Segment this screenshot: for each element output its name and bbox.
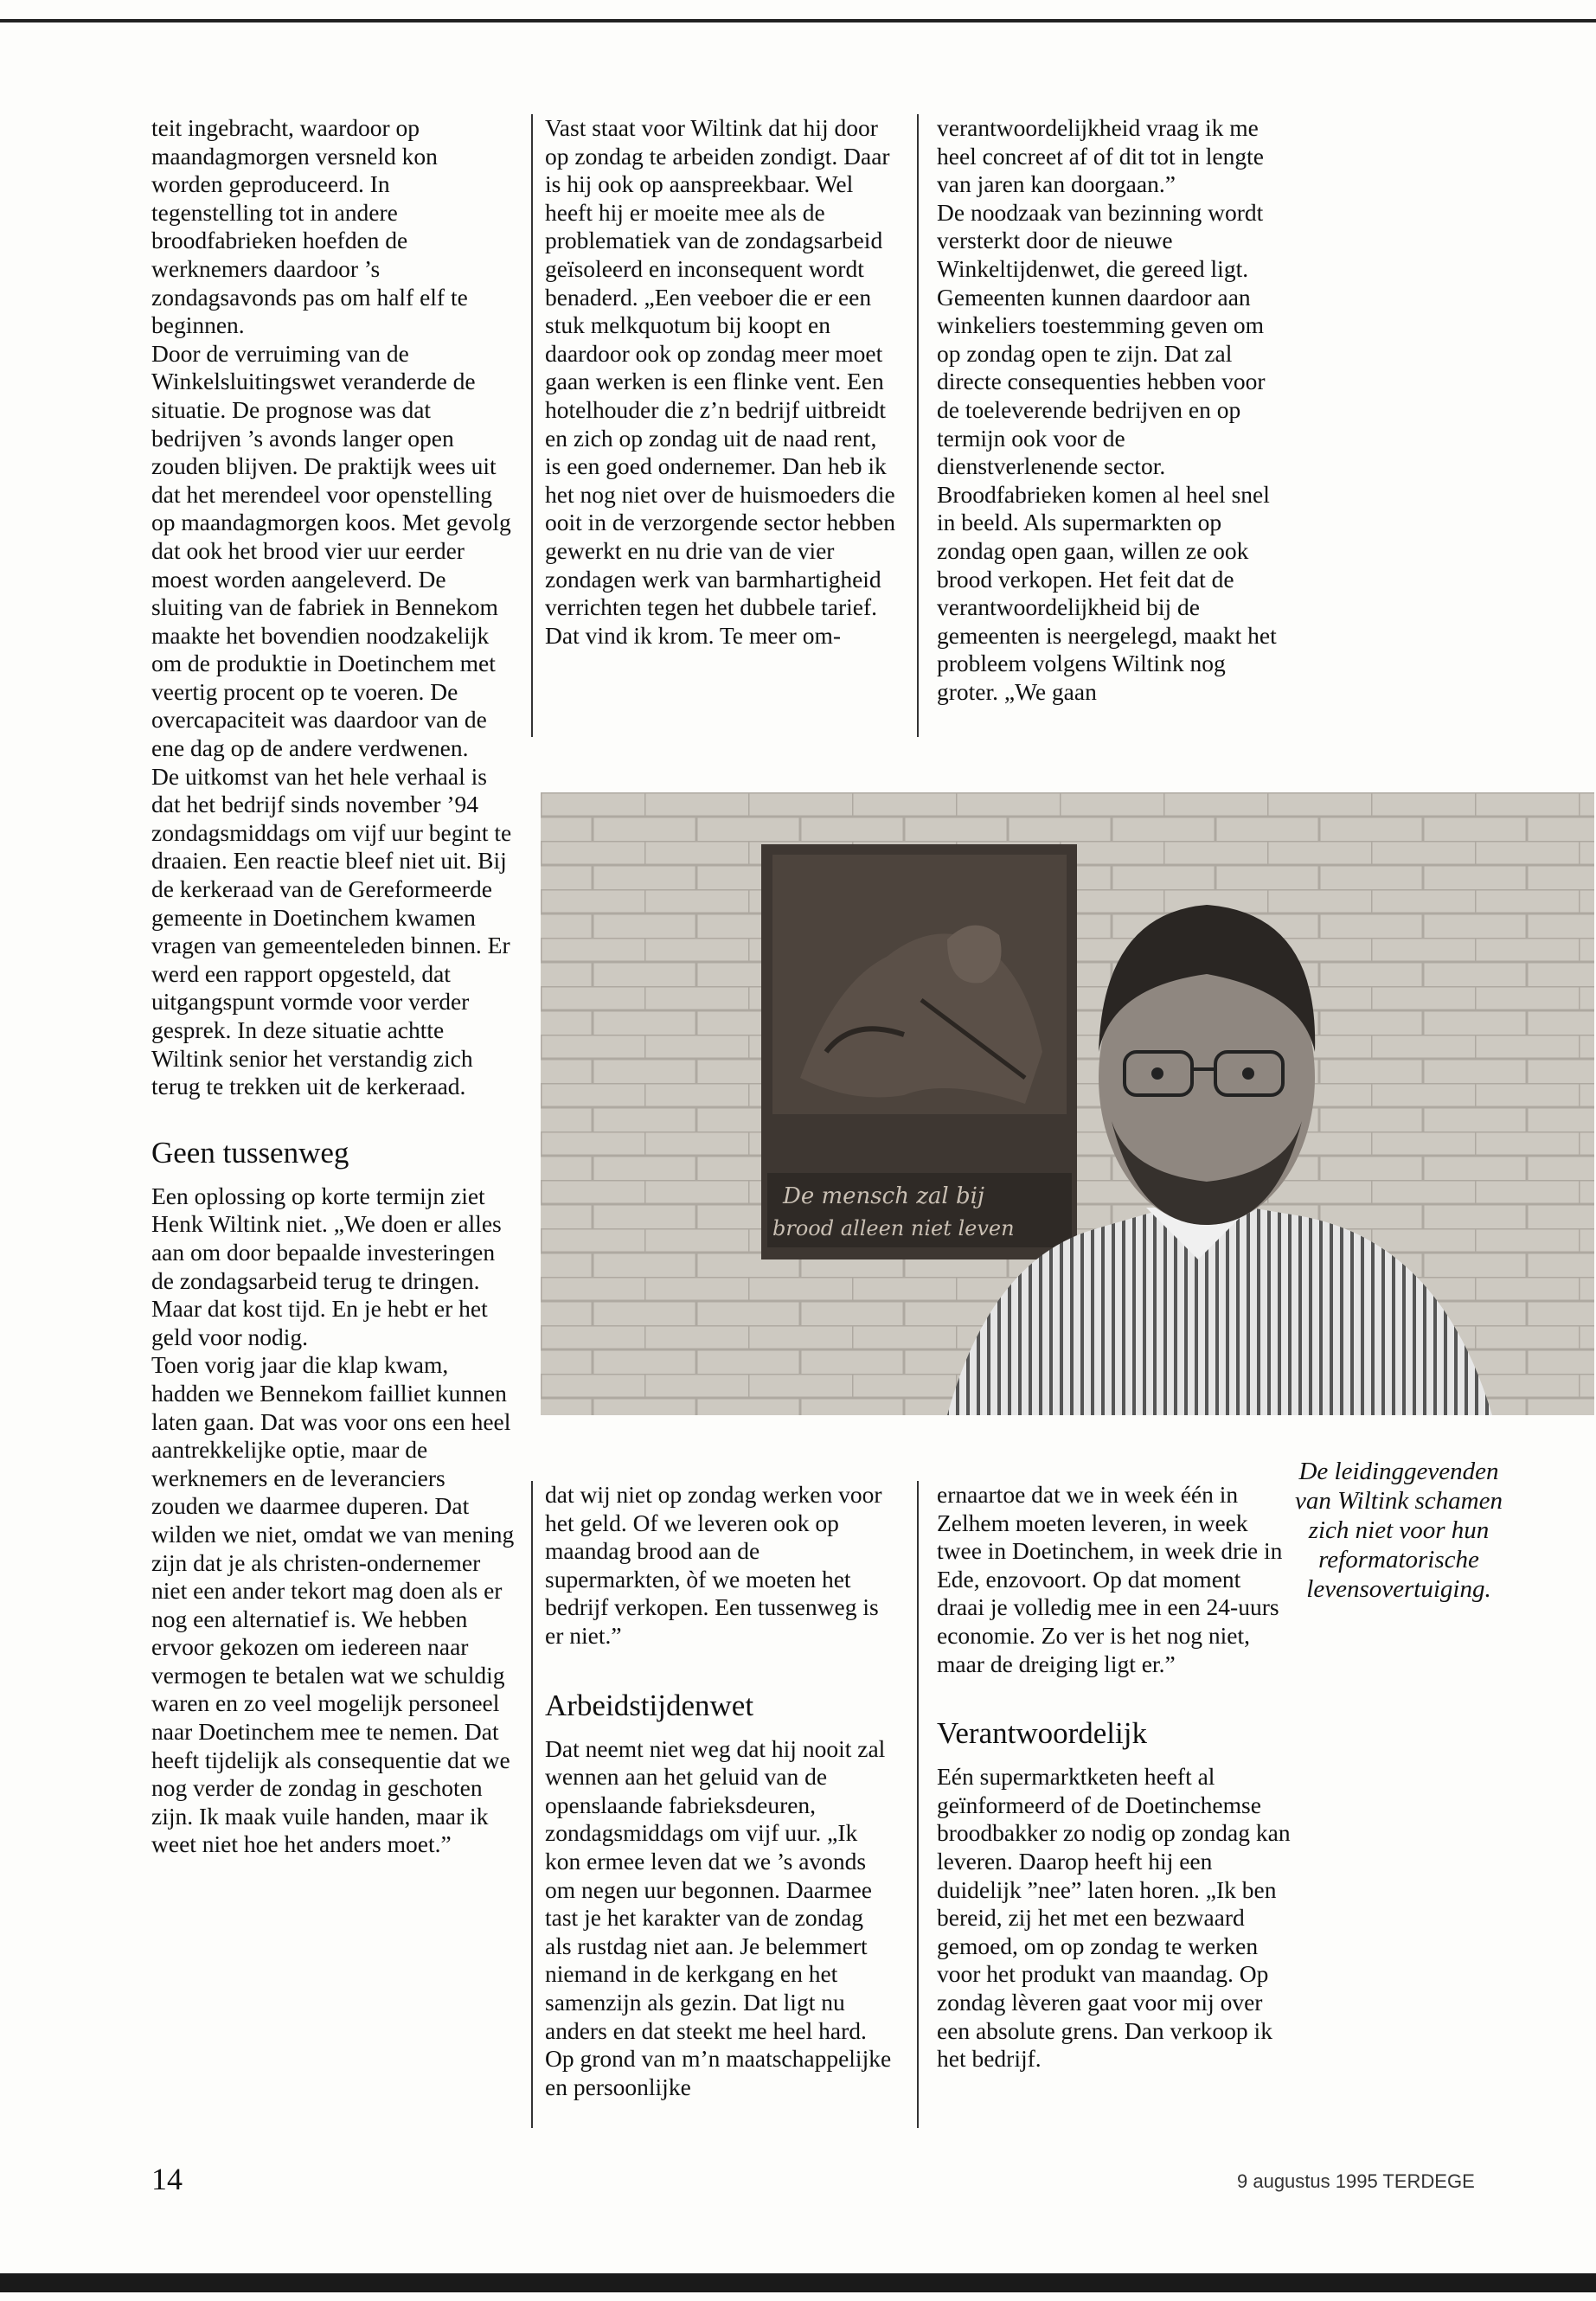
body-paragraph: Eén supermarktketen heeft al geïnformeerd of de Doetinchemse broodbakker zo nodig op zondag kan leveren. Daarop heeft hij een duidelijk ”nee” laten horen. „Ik ben bereid, zij het met een bezwaard gemoed, om op zondag te werken voor het produkt van maandag. Op zondag lèveren gaat voor mij over een absolute grens. Dan verkoop ik het bedrijf. bbox=[937, 1763, 1291, 2073]
column-divider bbox=[531, 114, 533, 737]
top-rule bbox=[0, 19, 1596, 22]
issue-footer: 9 augustus 1995 TERDEGE bbox=[1237, 2170, 1475, 2192]
body-paragraph: Toen vorig jaar die klap kwam, hadden we Bennekom failliet kunnen laten gaan. Dat was voor ons een heel aantrekkelijke optie, maar de werknemers en de leveranciers zouden we daarmee duperen. Dat wilden we niet, omdat we van mening zijn dat je als christen-ondernemer niet een ander tekort mag doen als er nog een alternatief is. We hebben ervoor gekozen om iedereen naar vermogen te betalen wat we schuldig waren en zo veel mogelijk personeel naar Doetinchem mee te nemen. Dat heeft tijdelijk als consequentie dat we nog verder de zondag in geschoten zijn. Ik maak vuile handen, maar ik weet niet hoe het anders moet.” bbox=[151, 1351, 515, 1858]
body-paragraph: Een oplossing op korte termijn ziet Henk Wiltink niet. „We doen er alles aan om door bepaalde investeringen de zondagsarbeid terug te dringen. Maar dat kost tijd. En je hebt er het geld voor nodig. bbox=[151, 1182, 502, 1350]
body-paragraph: Door de verruiming van de Winkelsluitingswet veranderde de situatie. De prognose was dat bedrijven ’s avonds langer open zouden blijven. De praktijk wees uit dat het merendeel voor openstelling op maandagmorgen koos. Met gevolg dat ook het brood vier uur eerder moest worden aangeleverd. De sluiting van de fabriek in Bennekom maakte het bovendien noodzakelijk om de produktie in Doetinchem met veertig procent op te voeren. De overcapaciteit was daardoor van de ene dag op de andere verdwenen. bbox=[151, 339, 511, 762]
article-column-1 bbox=[151, 114, 515, 1859]
article-column-2-top bbox=[545, 114, 895, 650]
body-paragraph: De noodzaak van bezinning wordt versterkt door de nieuwe Winkeltijdenwet, die gereed ligt. Gemeenten kunnen daardoor aan winkeliers toestemming geven om op zondag open te zijn. Dat zal directe consequenties hebben voor de toeleverende bedrijven en op termijn ook voor de dienstverlenende sector. bbox=[937, 198, 1266, 480]
article-column-3-top bbox=[937, 114, 1292, 706]
plaque-inscription-line1: De mensch zal bij bbox=[783, 1183, 984, 1209]
column-divider bbox=[917, 1481, 919, 2128]
body-paragraph: ernaartoe dat we in week één in Zelhem moeten leveren, in week twee in Doetinchem, in week drie in Ede, enzovoort. Op dat moment draai je volledig mee in een 24-uurs economie. Zo ver is het nog niet, maar de dreiging ligt er.” bbox=[937, 1481, 1283, 1677]
body-paragraph: verantwoordelijkheid vraag ik me heel concreet af of dit tot in lengte van jaren kan doorgaan.” bbox=[937, 114, 1264, 198]
body-paragraph: Vast staat voor Wiltink dat hij door op zondag te arbeiden zondigt. Daar is hij ook op aanspreekbaar. Wel heeft hij er moeite mee als de problematiek van de zondagsarbeid geïsoleerd en inconsequent wordt benaderd. „Een veeboer die er een stuk melkquotum bij koopt en daardoor ook op zondag meer moet gaan werken is een flinke vent. Een hotelhouder die z’n bedrijf uitbreidt en zich op zondag uit de naad rent, is een goed ondernemer. Dan heb ik het nog niet over de huismoeders die ooit in de verzorgende sector hebben gewerkt en nu drie van de vier zondagen werk van barmhartigheid verrichten tegen het dubbele tarief. Dat vind ik krom. Te meer om- bbox=[545, 114, 895, 649]
plaque-inscription-line2: brood alleen niet leven bbox=[772, 1216, 1015, 1240]
article-column-2-bottom bbox=[545, 1481, 895, 2101]
bottom-rule bbox=[0, 2273, 1596, 2292]
section-heading-verantwoordelijk: Verantwoordelijk bbox=[937, 1716, 1147, 1751]
body-paragraph: dat wij niet op zondag werken voor het geld. Of we leveren ook op maandag brood aan de supermarkten, òf we moeten het bedrijf verkopen. Een tussenweg is er niet.” bbox=[545, 1481, 882, 1649]
body-paragraph: teit ingebracht, waardoor op maandagmorgen versneld kon worden geproduceerd. In tegenstelling tot in andere broodfabrieken hoefden de werknemers daardoor ’s zondagsavonds pas om half elf te beginnen. bbox=[151, 114, 468, 339]
section-heading-geen-tussenweg: Geen tussenweg bbox=[151, 1135, 349, 1170]
body-paragraph: Dat neemt niet weg dat hij nooit zal wennen aan het geluid van de openslaande fabrieksdeuren, zondagsmiddags om vijf uur. „Ik kon ermee leven dat we ’s avonds om negen uur begonnen. Daarmee tast je het karakter van de zondag als rustdag niet aan. Je belemmert niemand in de kerkgang en het samenzijn als gezin. Dat ligt nu anders en dat steekt me heel hard. Op grond van m’n maatschappelijke en persoonlijke bbox=[545, 1734, 892, 2100]
column-divider bbox=[531, 1481, 533, 2128]
article-column-3-bottom bbox=[937, 1481, 1292, 2073]
body-paragraph: De uitkomst van het hele verhaal is dat het bedrijf sinds november ’94 zondagsmiddags om vijf uur begint te draaien. Een reactie bleef niet uit. Bij de kerkeraad van de Gereformeerde gemeente in Doetinchem kwamen vragen van gemeenteleden binnen. Er werd een rapport opgesteld, dat uitgangspunt vormde voor verder gesprek. In deze situatie achtte Wiltink senior het verstandig zich terug te trekken uit de kerkeraad. bbox=[151, 762, 512, 1100]
page-number: 14 bbox=[151, 2162, 183, 2196]
portrait-photo bbox=[541, 792, 1594, 1415]
column-divider bbox=[917, 114, 919, 737]
photo-caption: De leidinggevenden van Wiltink schamen zich niet voor hun reformatorische levensovertuiging. bbox=[1294, 1458, 1503, 1603]
section-heading-arbeidstijdenwet: Arbeidstijdenwet bbox=[545, 1688, 754, 1722]
body-paragraph: Broodfabrieken komen al heel snel in beeld. Als supermarkten op zondag open gaan, willen ze ook brood verkopen. Het feit dat de verantwoordelijkheid bij de gemeenten is neergelegd, maakt het probleem volgens Wiltink nog groter. „We gaan bbox=[937, 480, 1277, 705]
